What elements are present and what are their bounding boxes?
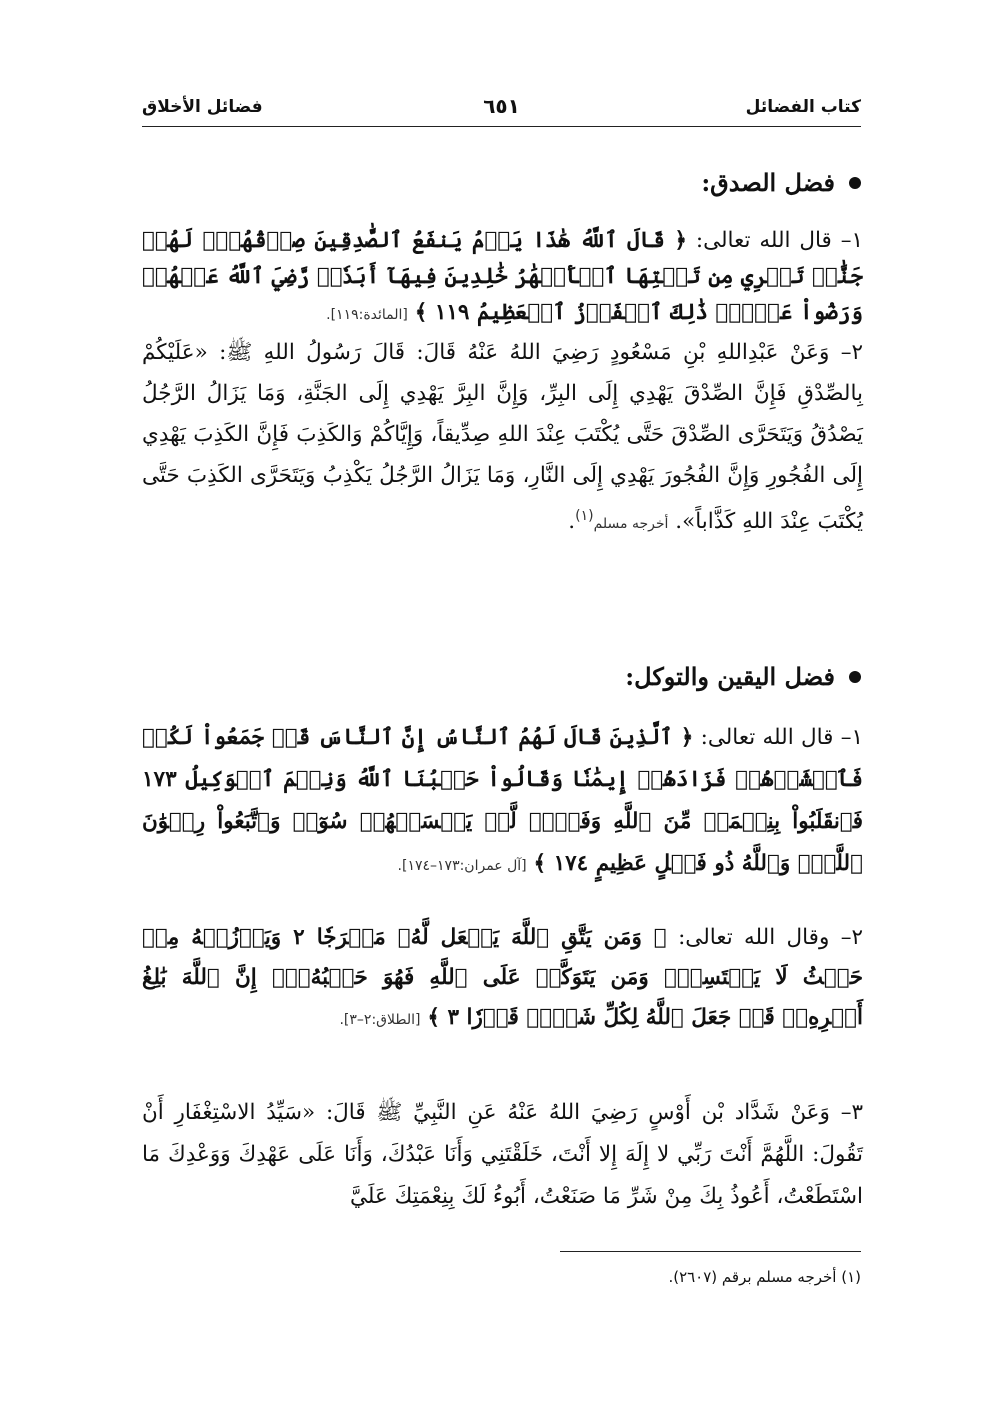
verse-reference: [المائدة:١١٩]. <box>326 307 408 323</box>
hadith-text: وَعَنْ عَبْدِاللهِ بْنِ مَسْعُودٍ رَضِيَ اللهُ عَنْهُ قَالَ: قَالَ رَسُولُ اللهِ ﷺ: «عَلَيْكُمْ بِالصِّدْقِ فَإِنَّ الصِّدْقَ يَهْدِي إِلَى البِرِّ، وَإِنَّ البِرَّ يَهْدِي إِلَى الجَنَّةِ، وَمَا يَزَالُ الرَّجُلُ يَصْدُقُ وَيَتَحَرَّى الصِّدْقَ حَتَّى يُكْتَبَ عِنْدَ اللهِ صِدِّيقاً، وَإِيَّاكُمْ وَالكَذِبَ فَإِنَّ الكَذِبَ يَهْدِي إِلَى الفُجُورِ وَإِنَّ الفُجُورَ يَهْدِي إِلَى النَّارِ، وَمَا يَزَالُ الرَّجُلُ يَكْذِبُ وَيَتَحَرَّى الكَذِبَ حَتَّى يُكْتَبَ عِنْدَ اللهِ كَذَّاباً». <box>142 340 863 535</box>
item-number: ٣– <box>840 1100 863 1125</box>
item-number: ٢– <box>840 925 863 950</box>
verse-reference: [الطلاق:٢–٣]. <box>339 1012 421 1028</box>
section-heading-truthfulness <box>701 168 861 197</box>
verse-reference: [آل عمران:١٧٣–١٧٤]. <box>397 858 527 874</box>
footnote: (١) أخرجه مسلم برقم (٢٦٠٧). <box>668 1268 861 1286</box>
hadith-text: وَعَنْ شَدَّاد بْن أَوْسٍ رَضِيَ اللهُ عَنْهُ عَنِ النَّبِيِّ ﷺ قَالَ: «سَيِّدُ الاسْتِغْفَارِ أَنْ تَقُولَ: اللَّهُمَّ أَنْتَ رَبِّي لا إِلَهَ إِلا أَنْتَ، خَلَقْتَنِي وَأَنَا عَبْدُكَ، وَأَنَا عَلَى عَهْدِكَ وَوَعْدِكَ مَا اسْتَطَعْتُ، أَعُوذُ بِكَ مِنْ شَرِّ مَا صَنَعْتُ، أَبُوءُ لَكَ بِنِعْمَتِكَ عَلَيَّ <box>142 1100 863 1209</box>
item-intro: قال الله تعالى: <box>700 725 834 750</box>
item-number: ٢– <box>840 340 863 365</box>
bullet-icon <box>849 671 861 683</box>
section-title: فضل اليقين والتوكل: <box>625 662 835 691</box>
item-reliance-ayah-1 <box>142 717 863 887</box>
section-heading-certainty-reliance <box>625 662 861 691</box>
item-reliance-hadith <box>142 1092 863 1218</box>
running-header-book-title: كتاب الفضائل <box>745 97 861 117</box>
quran-verse: ﴿ قَالَ ٱللَّهُ هَٰذَا يَوۡمُ يَنفَعُ ٱلصَّٰدِقِينَ صِدۡقُهُمۡۚ لَهُمۡ جَنَّٰتٞ تَجۡرِي مِن تَحۡتِهَا ٱلۡأَنۡهَٰرُ خَٰلِدِينَ فِيهَآ أَبَدٗاۖ رَّضِيَ ٱللَّهُ عَنۡهُمۡ وَرَضُواْ عَنۡهُۚ ذَٰلِكَ ٱلۡفَوۡزُ ٱلۡعَظِيمُ ١١٩ ﴾ <box>142 228 863 325</box>
quran-verse: ﴿ ٱلَّذِينَ قَالَ لَهُمُ ٱلنَّاسُ إِنَّ ٱلنَّاسَ قَدۡ جَمَعُواْ لَكُمۡ فَٱخۡشَوۡهُمۡ فَزَادَهُمۡ إِيمَٰنٗا وَقَالُواْ حَسۡبُنَا ٱللَّهُ وَنِعۡمَ ٱلۡوَكِيلُ ١٧٣ فَٱنقَلَبُواْ بِنِعۡمَةٖ مِّنَ ٱللَّهِ وَفَضۡلٖ لَّمۡ يَمۡسَسۡهُمۡ سُوٓءٞ وَٱتَّبَعُواْ رِضۡوَٰنَ ٱللَّهِۗ وَٱللَّهُ ذُو فَضۡلٍ عَظِيمٍ ١٧٤ ﴾ <box>142 725 863 876</box>
item-number: ١– <box>840 725 863 750</box>
item-truthfulness-ayah <box>142 223 863 333</box>
section-title: فضل الصدق: <box>701 168 835 197</box>
running-header-chapter-title: فضائل الأخلاق <box>142 97 263 117</box>
bullet-icon <box>849 177 861 189</box>
quran-verse: ﴿ وَمَن يَتَّقِ ٱللَّهَ يَجۡعَل لَّهُۥ مَخۡرَجٗا ٢ وَيَرۡزُقۡهُ مِنۡ حَيۡثُ لَا يَحۡتَسِبُۚ وَمَن يَتَوَكَّلۡ عَلَى ٱللَّهِ فَهُوَ حَسۡبُهُۥٓۚ إِنَّ ٱللَّهَ بَٰلِغُ أَمۡرِهِۦۚ قَدۡ جَعَلَ ٱللَّهُ لِكُلِّ شَيۡءٖ قَدۡرٗا ٣ ﴾ <box>142 925 863 1030</box>
item-intro: وقال الله تعالى: <box>678 925 830 950</box>
item-intro: قال الله تعالى: <box>695 228 832 253</box>
hadith-end: . <box>568 509 576 535</box>
footnote-rule <box>560 1251 861 1252</box>
page-number: ٦٥١ <box>483 94 520 118</box>
hadith-source: أخرجه مسلم <box>593 516 669 533</box>
footnote-marker: (١) <box>575 508 594 524</box>
item-reliance-ayah-2 <box>142 918 863 1040</box>
item-truthfulness-hadith <box>142 332 863 545</box>
header-rule <box>142 126 861 127</box>
item-number: ١– <box>840 228 863 253</box>
